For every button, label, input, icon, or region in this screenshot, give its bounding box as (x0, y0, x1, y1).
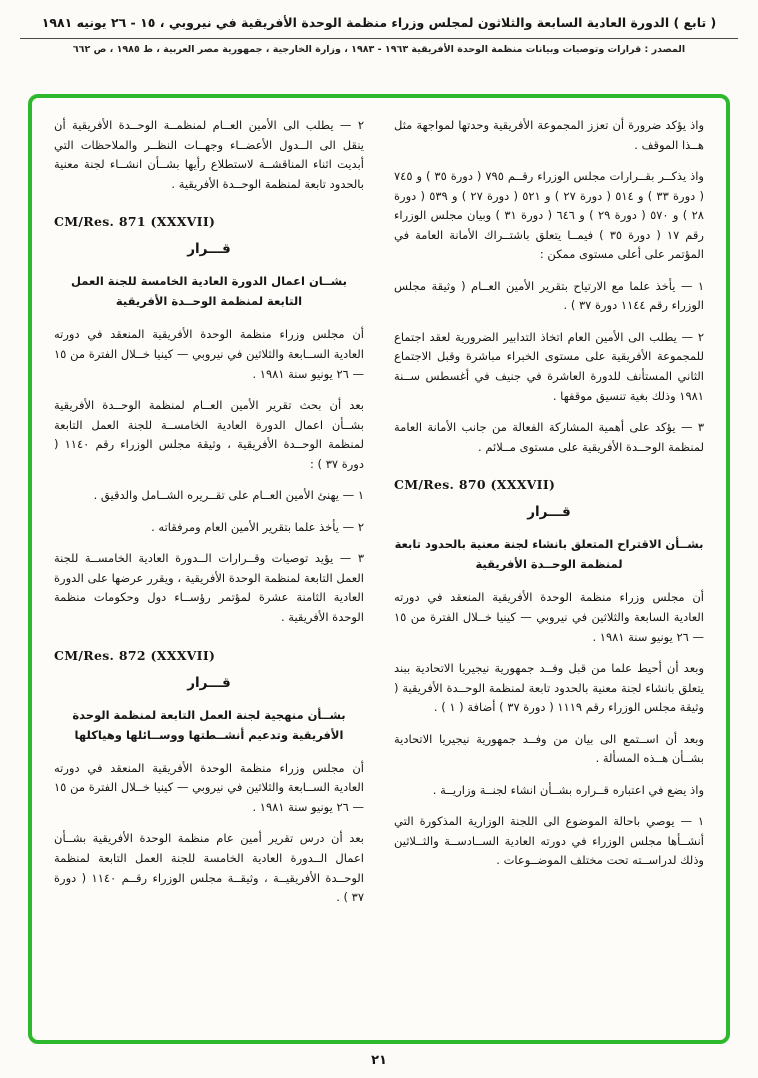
resolution-id-872: CM/Res. 872 (XXXVII) (54, 647, 216, 663)
paragraph: ١ — يهنئ الأمين العــام على تقــريره الشــامل والدقيق . (93, 488, 364, 503)
paragraph: ٣ — يؤكد على أهمية المشاركة الفعالة من جانب الأمانة العامة لمنظمة الوحــدة الأفريقية على مستوى مــلائم . (394, 420, 704, 454)
paragraph: ١ — يأخذ علما مع الارتياح بتقرير الأمين العــام ( وثيقة مجلس الوزراء رقم ١١٤٤ دورة ٣٧ ) . (394, 278, 704, 313)
paragraph: وبعد أن اســتمع الى بيان من وفــد جمهورية نيجيريا الاتحادية بشــأن هــذه المسألة . (394, 731, 704, 766)
paragraph: أن مجلس وزراء منظمة الوحدة الأفريقية المنعقد في دورته العادية الســابعة والثلاثين في نيروبي — كينيا خــلال الفترة من ١٥ — ٢٦ يونيو سنة ١٩٨١ . (54, 760, 364, 814)
paragraph: أن مجلس وزراء منظمة الوحدة الأفريقية المنعقد في دورته العادية الســابعة والثلاثين في نيروبي — كينيا خــلال الفترة من ١٥ — ٢٦ يونيو سنة ١٩٨١ . (54, 327, 364, 381)
resolution-id-870: CM/Res. 870 (XXXVII) (394, 477, 556, 493)
column-left (54, 116, 364, 1026)
paragraph: ٢ — يطلب الى الأمين العام اتخاذ التدابير الضرورية لعقد اجتماع للمجموعة الأفريقية على مستوى الخبراء مباشرة وقبل الاجتماع الثاني المستأنف للدورة العاشرة في جنيف في أغسطس ســنة ١٩٨١ وذلك بغية تنسيق موقفها . (394, 329, 704, 403)
paragraph: واذ يؤكد ضرورة أن تعزز المجموعة الأفريقية وحدتها لمواجهة مثل هــذا الموقف . (394, 118, 704, 152)
resolution-title-870: قـــرار (527, 504, 571, 521)
page-number: ٢١ (371, 1053, 387, 1068)
resolution-id-871: CM/Res. 871 (XXXVII) (54, 214, 216, 230)
green-content-frame (28, 94, 730, 1044)
resolution-subtitle-871: بشــان اعمال الدورة العادية الخامسة للجنة العمل التابعة لمنظمة الوحــدة الأفريقية (71, 274, 347, 309)
paragraph: واذ يضع في اعتباره قــراره بشــأن انشاء لجنــة وزاريــة . (432, 782, 704, 797)
paragraph: أن مجلس وزراء منظمة الوحدة الأفريقية المنعقد في دورته العادية السابعة والثلاثين في نيروبي — كينيا خــلال الفترة من ١٥ — ٢٦ يونيو سنة ١٩٨١ . (394, 590, 704, 644)
paragraph: بعد أن بحث تقرير الأمين العــام لمنظمة الوحــدة الأفريقية بشــأن اعمال الدورة العادية الخامســة للجنة العمل التابعة لمنظمة الوحــدة الأفريقية ، وثيقة مجلس الوزراء رقم ١١٤٠ ( دورة ٣٧ ) : (54, 398, 364, 471)
paragraph: وبعد أن أحيط علما من قبل وفــد جمهورية نيجيريا الاتحادية ببند يتعلق بانشاء لجنة معنية بالحدود تابعة لمنظمة الوحــدة الأفريقية ( وثيقة مجلس الوزراء رقم ١١١٩ ( دورة ٣٧ ) أضافة ( ١ ) . (394, 661, 704, 715)
column-right (394, 116, 704, 1026)
paragraph: بعد أن درس تقرير أمين عام منظمة الوحدة الأفريقية بشــأن اعمال الــدورة العادية الخامسة للجنة العمل التابعة لمنظمة الوحــدة الأفريقيــة ، وثيقــة مجلس الوزراء رقــم ١١٤٠ ( دورة ٣٧ ) . (54, 831, 364, 905)
page-header (20, 14, 738, 57)
document-source-line: المصدر : قرارات وتوصيات وبيانات منظمة الوحدة الأفريقية ١٩٦٣ - ١٩٨٣ ، وزارة الخارجية ، جمهورية مصر العربية ، ط ١٩٨٥ ، ص ٦٦٢ (20, 38, 738, 57)
resolution-title-871: قـــرار (187, 241, 231, 258)
document-title: ( تابع ) الدورة العادية السابعة والثلاثون لمجلس وزراء منظمة الوحدة الأفريقية في نيروبي ، ١٥ - ٢٦ يونيه ١٩٨١ (41, 15, 717, 30)
two-column-layout (54, 116, 704, 1026)
resolution-subtitle-872: بشــأن منهجية لجنة العمل التابعة لمنظمة الوحدة الأفريقية وتدعيم أنشــطتها ووســائلها وهياكلها (72, 707, 346, 742)
paragraph: ٢ — يأخذ علما بتقرير الأمين العام ومرفقاته . (151, 519, 364, 534)
resolution-subtitle-870: بشــأن الاقتراح المتعلق بانشاء لجنة معنية بالحدود تابعة لمنظمة الوحــدة الأفريقية (394, 537, 704, 572)
paragraph: واذ يذكــر بقــرارات مجلس الوزراء رقــم ٧٩٥ ( دورة ٣٥ ) و ٧٤٥ ( دورة ٣٣ ) و ٥١٤ ( دورة ٢٧ ) و ٥٢١ ( دورة ٢٧ ) و ٥٣٩ ( دورة ٢٨ ) و ٥٧٠ ( دورة ٢٩ ) و ٦٤٦ ( دورة ٣١ ) وبيان مجلس الوزراء رقم ١٧ ( دورة ٣٥ ) فيمــا يتعلق باشتــراك الأمانة العامة في المؤتمر على أعلى مستوى ممكن : (394, 169, 704, 262)
paragraph: ٢ — يطلب الى الأمين العــام لمنظمــة الوحــدة الأفريقية أن ينقل الى الــدول الأعضــاء وجهــات النظــر والملاحظات التي أبديت اثناء المناقشــة لاستطلاع رأيها بشــأن انشــاء لجنة معنية بالحدود تابعة لمنظمة الوحــدة الأفريقية . (54, 118, 364, 191)
resolution-title-872: قـــرار (187, 674, 231, 691)
paragraph: ١ — يوصي باحالة الموضوع الى اللجنة الوزارية المذكورة التي أنشــأها مجلس الوزراء في دورته العادية الســادســة والثــلاثين وذلك لدراســته تحت مختلف الموضــوعات . (394, 814, 704, 868)
paragraph: ٣ — يؤيد توصيات وقــرارات الــدورة العادية الخامســة للجنة العمل التابعة لمنظمة الوحدة الأفريقية ، ويقرر عرضها على الدورة العادية الثامنة عشرة لمؤتمر رؤســاء دول وحكومات منظمة الوحدة الأفريقية . (54, 551, 364, 624)
